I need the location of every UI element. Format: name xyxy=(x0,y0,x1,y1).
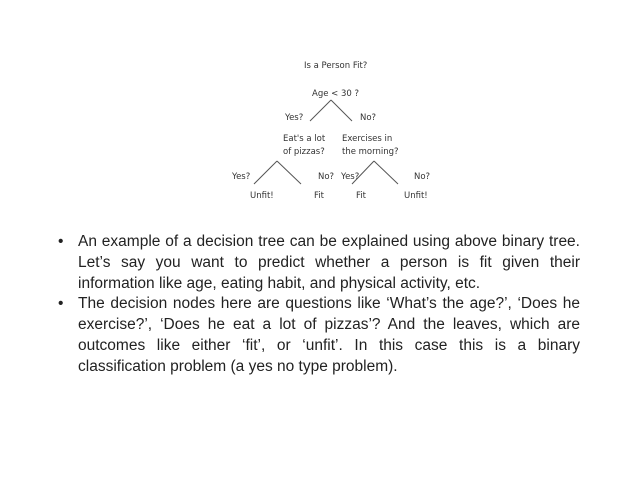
bullet-text: An example of a decision tree can be explained using above binary tree. Let’s say you want to predict whether a person is fit given their information like age, eating habit, and physical activity, etc. xyxy=(78,233,580,292)
edge-left-left xyxy=(254,161,277,184)
root-question: Age < 30 ? xyxy=(312,89,359,99)
explanation-list xyxy=(60,232,580,378)
right-yes-label: Yes? xyxy=(341,172,360,182)
bullet-marker: • xyxy=(58,233,64,250)
bullet-item xyxy=(60,294,580,377)
edge-left-right xyxy=(277,161,301,184)
right-question-line1: Exercises in xyxy=(342,134,393,144)
edge-right-right xyxy=(374,161,398,184)
edge-root-left xyxy=(310,100,331,121)
bullet-item xyxy=(60,232,580,294)
right-no-label: No? xyxy=(414,172,431,182)
decision-tree-diagram xyxy=(0,0,638,215)
leaf-fit-2: Fit xyxy=(356,191,366,201)
right-question-line2: the morning? xyxy=(342,147,399,157)
leaf-unfit-2: Unfit! xyxy=(404,191,428,201)
leaf-fit-1: Fit xyxy=(314,191,324,201)
tree-title: Is a Person Fit? xyxy=(304,61,368,71)
root-no-label: No? xyxy=(360,113,377,123)
left-question-line2: of pizzas? xyxy=(283,147,325,157)
left-no-label: No? xyxy=(318,172,335,182)
left-question-line1: Eat's a lot xyxy=(283,134,326,144)
left-yes-label: Yes? xyxy=(232,172,251,182)
bullet-text: The decision nodes here are questions like ‘What’s the age?’, ‘Does he exercise?’, ‘Does he eat a lot of pizzas’? And the leaves, which are outcomes like either ‘fit’, or ‘unfit’. In this case this is a binary classification problem (a yes no type problem). xyxy=(78,295,580,375)
bullet-marker: • xyxy=(58,295,64,313)
leaf-unfit-1: Unfit! xyxy=(250,191,274,201)
root-yes-label: Yes? xyxy=(285,113,304,123)
edge-root-right xyxy=(331,100,352,121)
